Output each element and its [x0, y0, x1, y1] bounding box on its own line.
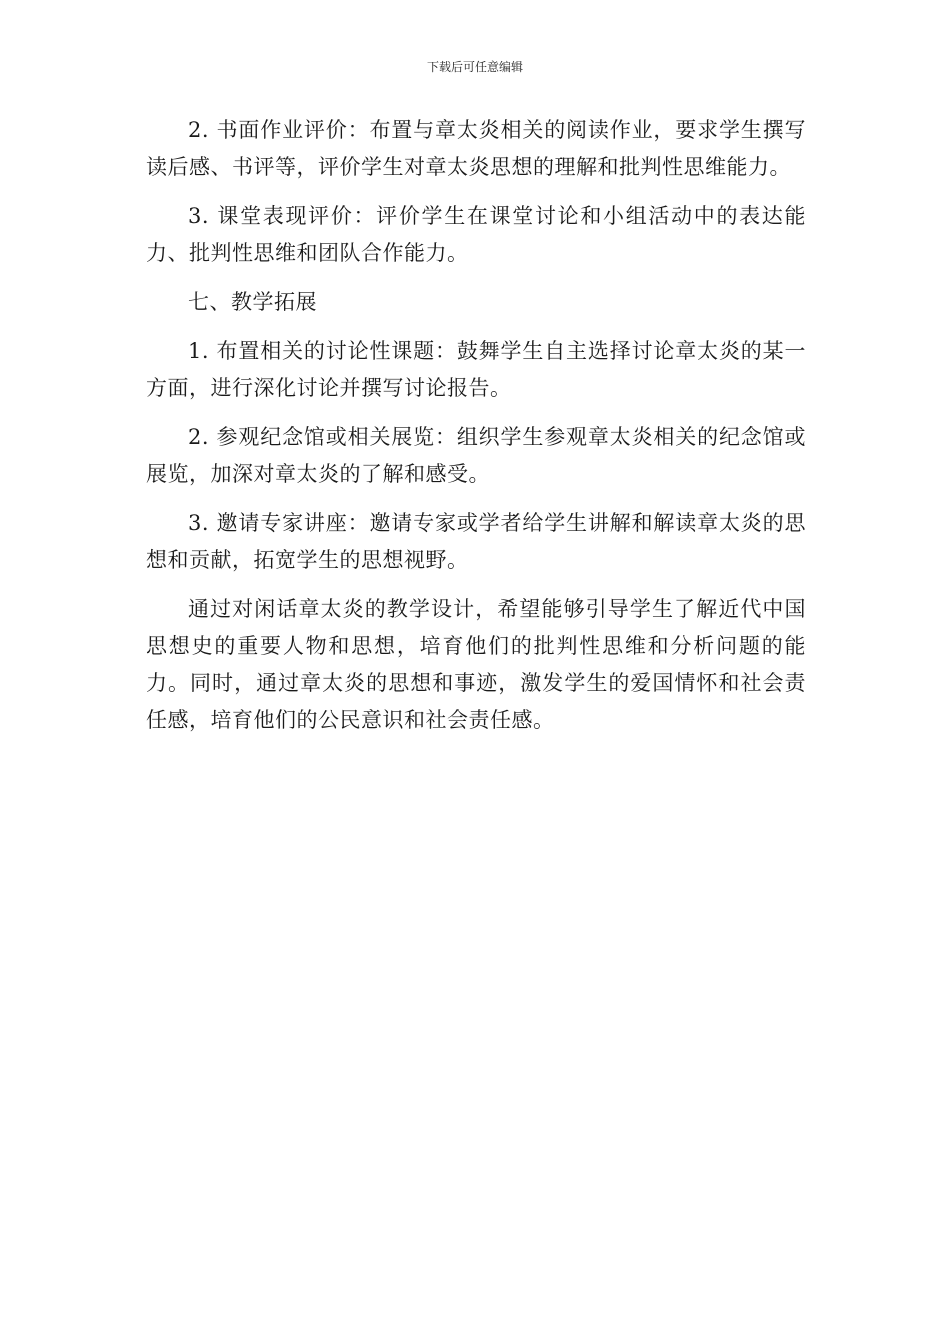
paragraph-museum-visit: 2. 参观纪念馆或相关展览：组织学生参观章太炎相关的纪念馆或展览，加深对章太炎的了解和感受。	[146, 425, 806, 486]
document-body	[146, 112, 806, 751]
paragraph-classroom-performance-evaluation: 3. 课堂表现评价：评价学生在课堂讨论和小组活动中的表达能力、批判性思维和团队合作能力。	[146, 204, 806, 265]
paragraph-written-assignment-evaluation: 2. 书面作业评价：布置与章太炎相关的阅读作业，要求学生撰写读后感、书评等，评价学生对章太炎思想的理解和批判性思维能力。	[146, 118, 806, 179]
paragraph-discussion-topics: 1. 布置相关的讨论性课题：鼓舞学生自主选择讨论章太炎的某一方面，进行深化讨论并撰写讨论报告。	[146, 339, 806, 400]
page-header: 下载后可任意编辑	[426, 60, 523, 74]
paragraph-expert-lecture: 3. 邀请专家讲座：邀请专家或学者给学生讲解和解读章太炎的思想和贡献，拓宽学生的思想视野。	[146, 511, 806, 572]
section-heading-teaching-extension: 七、教学拓展	[188, 290, 317, 314]
paragraph-conclusion: 通过对闲话章太炎的教学设计，希望能够引导学生了解近代中国思想史的重要人物和思想，培育他们的批判性思维和分析问题的能力。同时，通过章太炎的思想和事迹，激发学生的爱国情怀和社会责任感，培育他们的公民意识和社会责任感。	[146, 597, 806, 732]
